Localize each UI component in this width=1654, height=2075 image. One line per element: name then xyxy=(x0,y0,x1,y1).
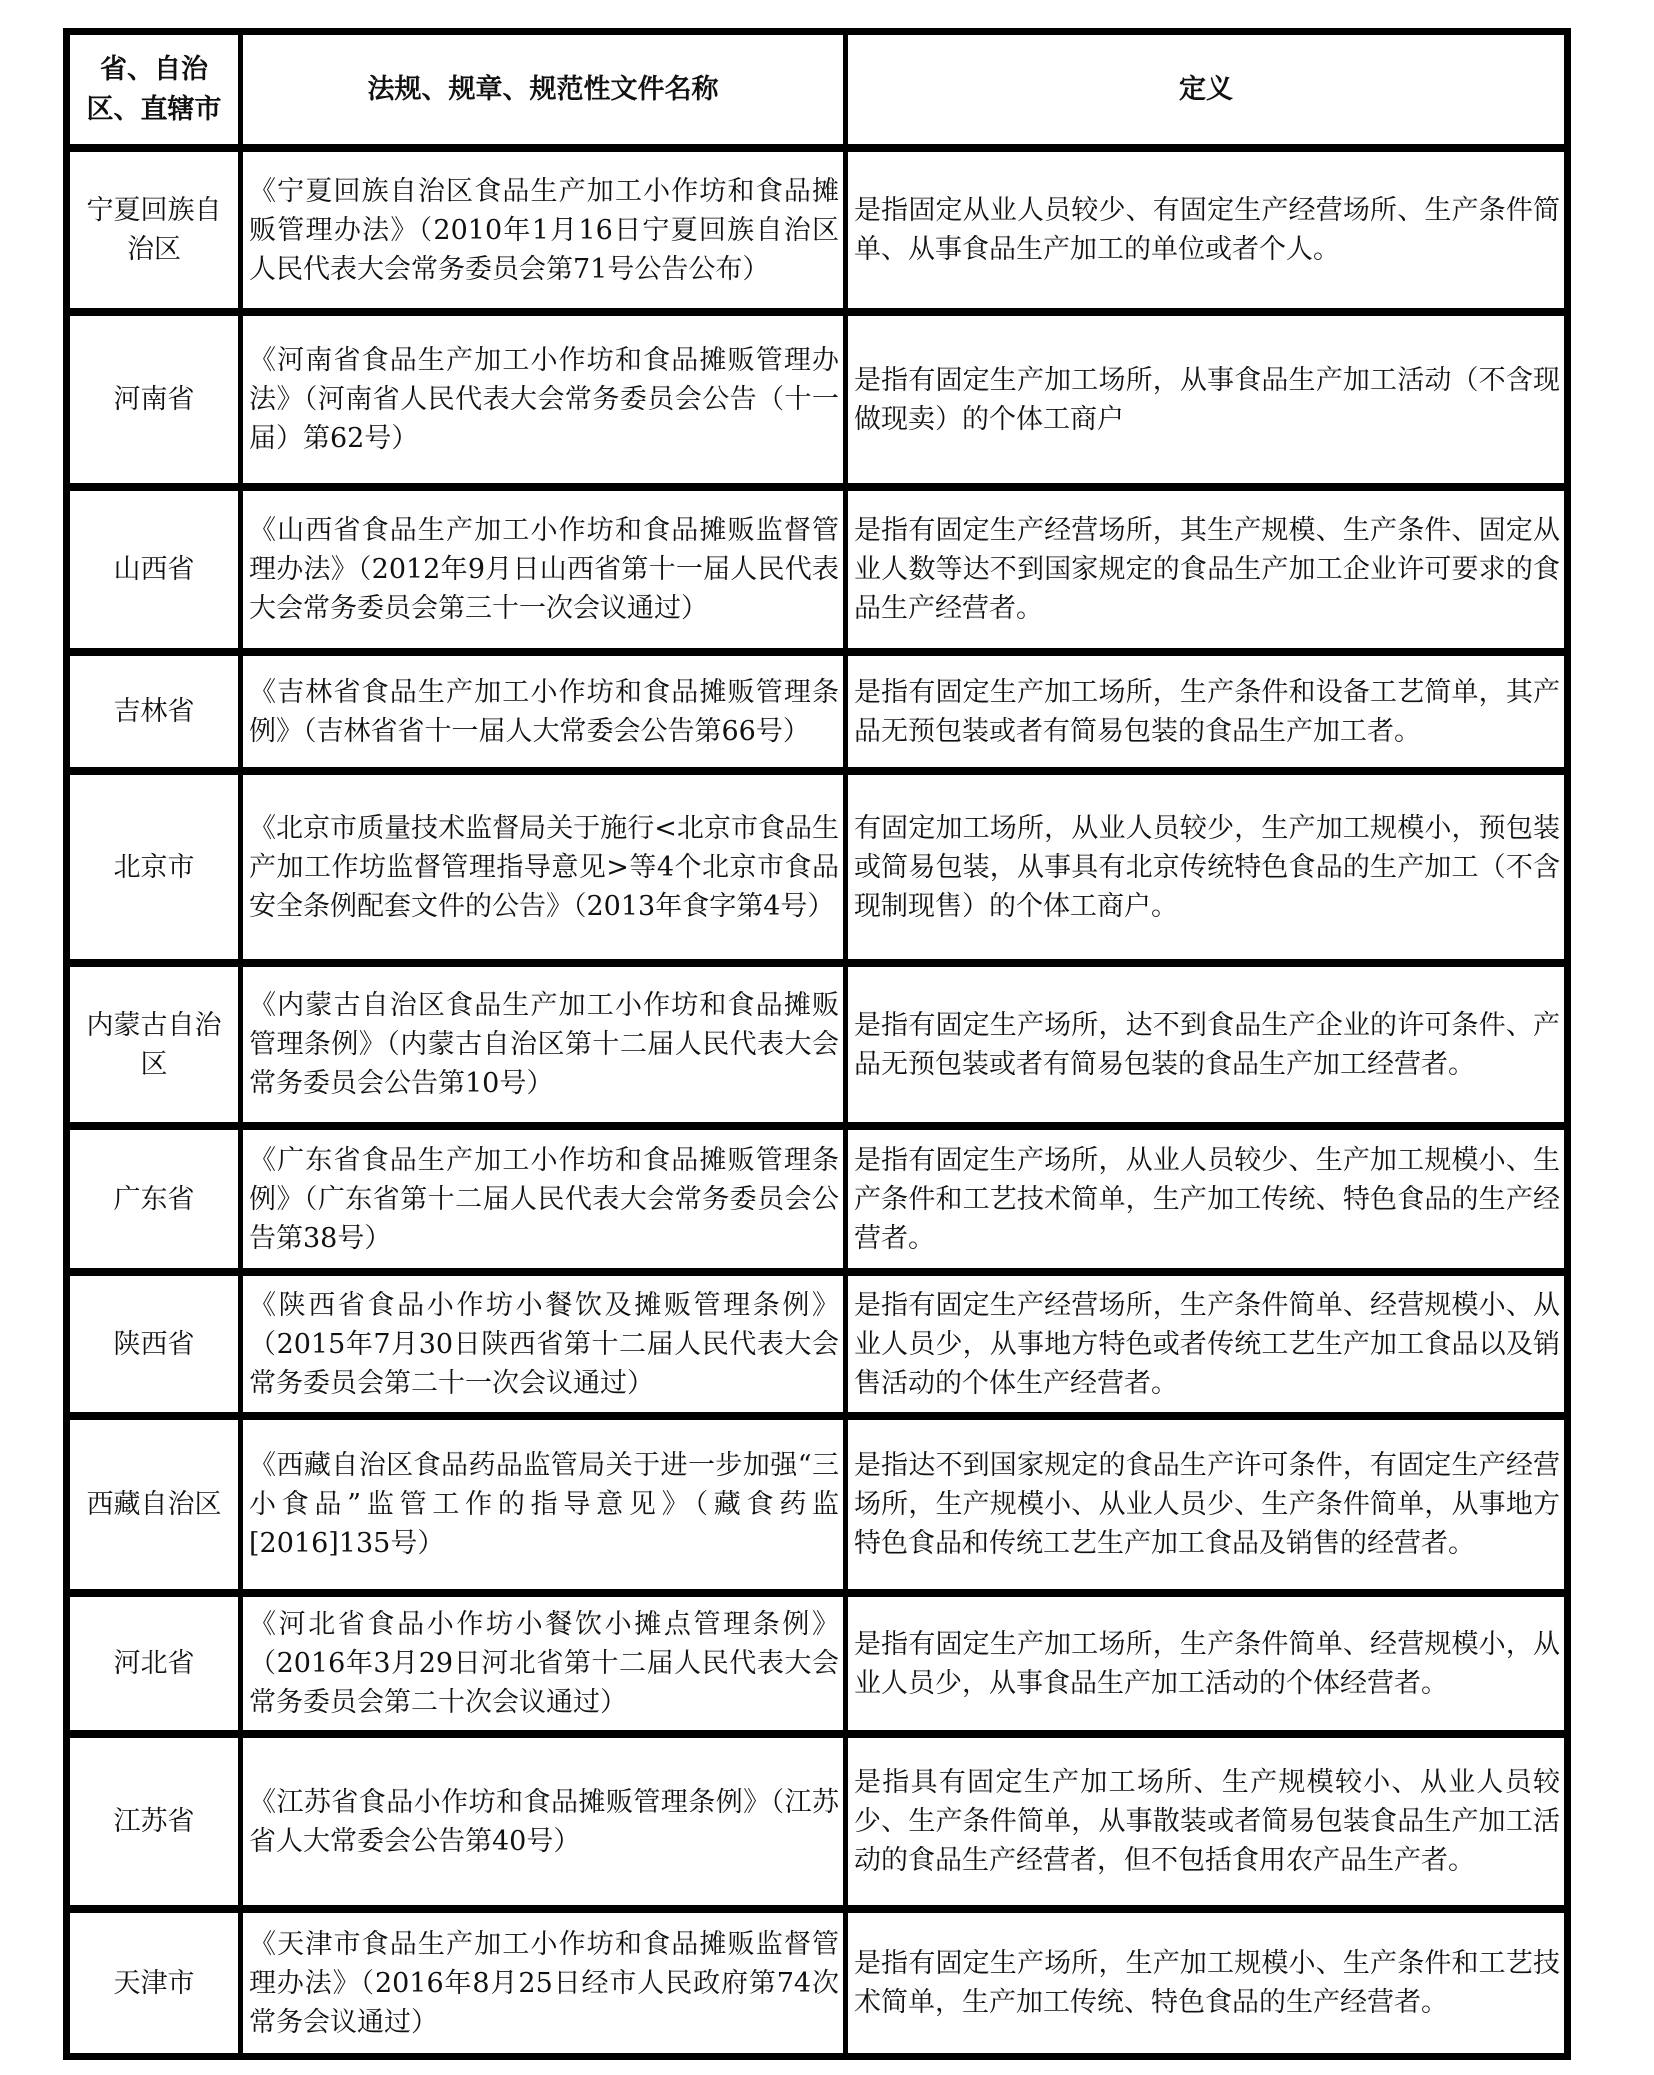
table-row-regulation xyxy=(243,1738,843,1905)
table-row-regulation xyxy=(243,1276,843,1412)
table-row-regulation xyxy=(243,1913,843,2053)
regulation-title: 《西藏自治区食品药品监管局关于进一步加强“三小食品”监管工作的指导意见》（藏食药监[2016]135号） xyxy=(249,1450,839,1559)
region-name: 山西省 xyxy=(113,554,195,585)
table-row-definition xyxy=(848,967,1564,1122)
row-divider xyxy=(70,648,1564,656)
region-name: 西藏自治区 xyxy=(86,1489,222,1520)
regulation-title: 《宁夏回族自治区食品生产加工小作坊和食品摊贩管理办法》（2010年1月16日宁夏回族自治区人民代表大会常务委员会第71号公告公布） xyxy=(249,175,839,285)
table-row-region xyxy=(70,316,238,483)
table-row-region xyxy=(70,1913,238,2053)
row-divider xyxy=(70,1730,1564,1738)
header-region-label: 省、自治区、直辖市 xyxy=(86,53,222,125)
table-row-regulation xyxy=(243,491,843,648)
regulation-title: 《天津市食品生产加工小作坊和食品摊贩监督管理办法》（2016年8月25日经市人民政府第74次常务会议通过） xyxy=(249,1928,839,2038)
row-divider xyxy=(70,483,1564,491)
region-name: 陕西省 xyxy=(113,1328,195,1360)
header-definition xyxy=(848,35,1564,144)
region-name: 河南省 xyxy=(113,384,195,415)
definition-text: 是指固定从业人员较少、有固定生产经营场所、生产条件简单、从事食品生产加工的单位或者个人。 xyxy=(854,195,1560,265)
table-row-definition xyxy=(848,491,1564,648)
table-row-definition xyxy=(848,1597,1564,1730)
table-row-definition xyxy=(848,1913,1564,2053)
table-row-region xyxy=(70,491,238,648)
header-regulation xyxy=(243,35,843,144)
table-row-region xyxy=(70,152,238,308)
table-row-region xyxy=(70,1130,238,1268)
region-name: 江苏省 xyxy=(113,1806,195,1837)
regulation-title: 《吉林省食品生产加工小作坊和食品摊贩管理条例》（吉林省省十一届人大常委会公告第66号） xyxy=(249,676,839,747)
table-row-regulation xyxy=(243,967,843,1122)
definition-text: 是指有固定生产加工场所，生产条件简单、经营规模小，从业人员少，从事食品生产加工活动的个体经营者。 xyxy=(854,1628,1560,1699)
definition-text: 是指具有固定生产加工场所、生产规模较小、从业人员较少、生产条件简单，从事散装或者简易包装食品生产加工活动的食品生产经营者，但不包括食用农产品生产者。 xyxy=(854,1767,1560,1876)
definition-text: 是指达不到国家规定的食品生产许可条件，有固定生产经营场所，生产规模小、从业人员少、生产条件简单，从事地方特色食品和传统工艺生产加工食品及销售的经营者。 xyxy=(854,1450,1560,1559)
regulation-definition-table xyxy=(63,28,1571,2060)
regulation-title: 《江苏省食品小作坊和食品摊贩管理条例》（江苏省人大常委会公告第40号） xyxy=(249,1786,839,1857)
row-divider xyxy=(70,1268,1564,1276)
row-divider xyxy=(70,308,1564,316)
region-name: 吉林省 xyxy=(113,696,195,727)
row-divider xyxy=(70,959,1564,967)
header-definition-label: 定义 xyxy=(1179,73,1233,105)
table-row-regulation xyxy=(243,775,843,959)
definition-text: 是指有固定生产加工场所，从事食品生产加工活动（不含现做现卖）的个体工商户 xyxy=(854,364,1560,435)
header-regulation-label: 法规、规章、规范性文件名称 xyxy=(367,73,719,105)
table-row-region xyxy=(70,656,238,767)
regulation-title: 《北京市质量技术监督局关于施行<北京市食品生产加工作坊监督管理指导意见>等4个北京市食品安全条例配套文件的公告》（2013年食字第4号） xyxy=(249,812,839,922)
region-name: 河北省 xyxy=(113,1648,195,1679)
definition-text: 是指有固定生产场所，生产加工规模小、生产条件和工艺技术简单，生产加工传统、特色食品的生产经营者。 xyxy=(854,1948,1560,2018)
definition-text: 是指有固定生产场所，从业人员较少、生产加工规模小、生产条件和工艺技术简单，生产加工传统、特色食品的生产经营者。 xyxy=(854,1144,1560,1254)
table-row-regulation xyxy=(243,1597,843,1730)
table-row-definition xyxy=(848,1130,1564,1268)
table-row-region xyxy=(70,1420,238,1589)
row-divider xyxy=(70,1412,1564,1420)
region-name: 内蒙古自治区 xyxy=(86,1009,222,1080)
row-divider xyxy=(70,767,1564,775)
regulation-title: 《内蒙古自治区食品生产加工小作坊和食品摊贩管理条例》（内蒙古自治区第十二届人民代表大会常务委员会公告第10号） xyxy=(249,990,839,1099)
table-row-definition xyxy=(848,656,1564,767)
regulation-title: 《山西省食品生产加工小作坊和食品摊贩监督管理办法》（2012年9月日山西省第十一届人民代表大会常务委员会第三十一次会议通过） xyxy=(249,515,839,624)
table-row-regulation xyxy=(243,1420,843,1589)
definition-text: 是指有固定生产加工场所，生产条件和设备工艺简单，其产品无预包装或者有简易包装的食品生产加工者。 xyxy=(854,676,1560,747)
row-divider xyxy=(70,1122,1564,1130)
table-row-definition xyxy=(848,152,1564,308)
table-row-regulation xyxy=(243,316,843,483)
definition-text: 有固定加工场所，从业人员较少，生产加工规模小，预包装或简易包装，从事具有北京传统特色食品的生产加工（不含现制现售）的个体工商户。 xyxy=(854,812,1560,922)
table-row-region xyxy=(70,1738,238,1905)
definition-text: 是指有固定生产经营场所，生产条件简单、经营规模小、从业人员少，从事地方特色或者传统工艺生产加工食品以及销售活动的个体生产经营者。 xyxy=(854,1289,1560,1399)
table-row-definition xyxy=(848,1738,1564,1905)
region-name: 广东省 xyxy=(113,1183,195,1215)
regulation-title: 《河南省食品生产加工小作坊和食品摊贩管理办法》（河南省人民代表大会常务委员会公告（十一届）第62号） xyxy=(249,345,839,454)
region-name: 天津市 xyxy=(113,1967,195,1999)
table-row-definition xyxy=(848,775,1564,959)
row-divider xyxy=(70,1905,1564,1913)
table-row-region xyxy=(70,1597,238,1730)
table-row-definition xyxy=(848,1420,1564,1589)
header-region xyxy=(70,35,238,144)
table-row-regulation xyxy=(243,1130,843,1268)
region-name: 北京市 xyxy=(113,851,195,883)
definition-text: 是指有固定生产经营场所，其生产规模、生产条件、固定从业人数等达不到国家规定的食品生产加工企业许可要求的食品生产经营者。 xyxy=(854,515,1560,624)
regulation-title: 《陕西省食品小作坊小餐饮及摊贩管理条例》（2015年7月30日陕西省第十二届人民代表大会常务委员会第二十一次会议通过） xyxy=(249,1289,839,1399)
table-row-region xyxy=(70,1276,238,1412)
definition-text: 是指有固定生产场所，达不到食品生产企业的许可条件、产品无预包装或者有简易包装的食品生产加工经营者。 xyxy=(854,1009,1560,1080)
table-row-region xyxy=(70,775,238,959)
table-row-region xyxy=(70,967,238,1122)
table-row-regulation xyxy=(243,152,843,308)
table-row-regulation xyxy=(243,656,843,767)
table-row-definition xyxy=(848,316,1564,483)
table-row-definition xyxy=(848,1276,1564,1412)
regulation-title: 《广东省食品生产加工小作坊和食品摊贩管理条例》（广东省第十二届人民代表大会常务委员会公告第38号） xyxy=(249,1144,839,1254)
region-name: 宁夏回族自治区 xyxy=(86,195,222,265)
row-divider xyxy=(70,144,1564,152)
regulation-title: 《河北省食品小作坊小餐饮小摊点管理条例》（2016年3月29日河北省第十二届人民代表大会常务委员会第二十次会议通过） xyxy=(249,1609,839,1718)
row-divider xyxy=(70,1589,1564,1597)
